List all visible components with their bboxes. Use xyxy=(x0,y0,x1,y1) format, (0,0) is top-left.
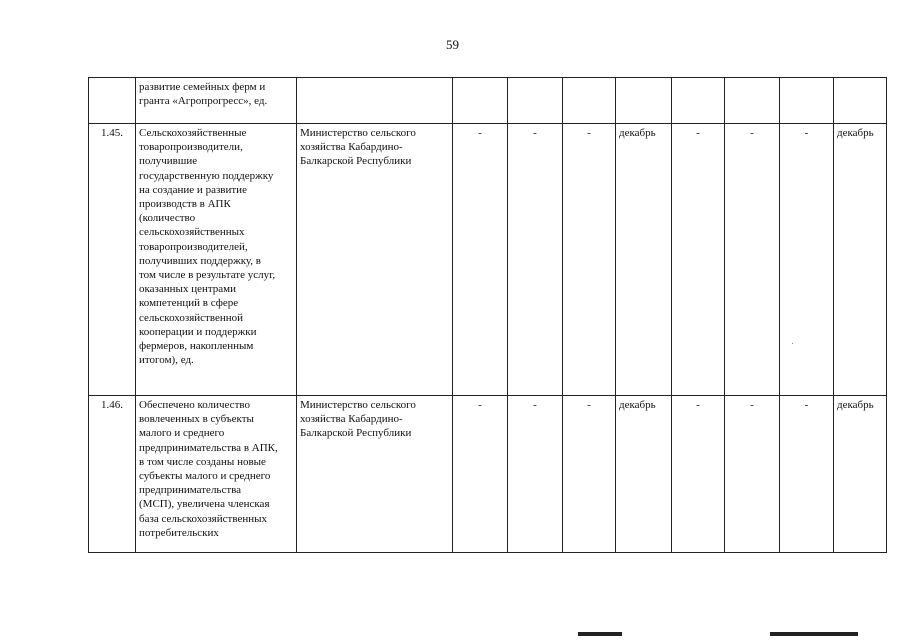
control-point-cell: - xyxy=(508,124,563,396)
control-point-cell xyxy=(563,78,616,124)
indicator-name: Сельскохозяйственные товаропроизводители, получившие государственную поддержку на создание и развитие производств в АПК (количество сельскохозяйственных товаропроизводителей, получивших поддержку, в том числе в результате услуг, оказанных центрами компетенций в сфере сельскохозяйственной кооперации и поддержки фермеров, накопленным итогом), ед. xyxy=(136,124,297,396)
control-point-cell xyxy=(616,78,672,124)
control-point-cell xyxy=(834,78,887,124)
page-number: 59 xyxy=(446,37,459,52)
control-point-cell xyxy=(508,78,563,124)
control-point-cell: - xyxy=(780,124,834,396)
control-point-cell: - xyxy=(508,396,563,553)
row-number: 1.45. xyxy=(89,124,136,396)
control-point-cell xyxy=(780,78,834,124)
table-row xyxy=(89,78,887,124)
control-point-cell: - xyxy=(672,396,725,553)
control-point-cell: декабрь xyxy=(834,396,887,553)
control-point-cell: - xyxy=(563,396,616,553)
table-row xyxy=(89,124,887,396)
scan-speck xyxy=(792,343,793,344)
control-point-cell: - xyxy=(453,124,508,396)
control-point-cell: - xyxy=(453,396,508,553)
table-row xyxy=(89,396,887,553)
control-point-cell: - xyxy=(780,396,834,553)
control-point-cell: - xyxy=(672,124,725,396)
control-point-cell: декабрь xyxy=(616,124,672,396)
control-point-cell: декабрь xyxy=(834,124,887,396)
control-point-cell xyxy=(453,78,508,124)
scan-edge-mark xyxy=(578,632,622,636)
control-point-cell: - xyxy=(563,124,616,396)
plan-table xyxy=(88,77,887,553)
control-point-cell: - xyxy=(725,124,780,396)
scan-edge-mark xyxy=(770,632,858,636)
control-point-cell xyxy=(672,78,725,124)
responsible-executor xyxy=(297,78,453,124)
control-point-cell: декабрь xyxy=(616,396,672,553)
indicator-name: развитие семейных ферм и гранта «Агропрогресс», ед. xyxy=(136,78,297,124)
row-number: 1.46. xyxy=(89,396,136,553)
indicator-name: Обеспечено количество вовлеченных в субъекты малого и среднего предпринимательства в АПК, в том числе созданы новые субъекты малого и среднего предпринимательства (МСП), увеличена членская база сельскохозяйственных потребительских xyxy=(136,396,297,553)
responsible-executor: Министерство сельского хозяйства Кабардино- Балкарской Республики xyxy=(297,124,453,396)
row-number xyxy=(89,78,136,124)
responsible-executor: Министерство сельского хозяйства Кабардино- Балкарской Республики xyxy=(297,396,453,553)
control-point-cell: - xyxy=(725,396,780,553)
control-point-cell xyxy=(725,78,780,124)
